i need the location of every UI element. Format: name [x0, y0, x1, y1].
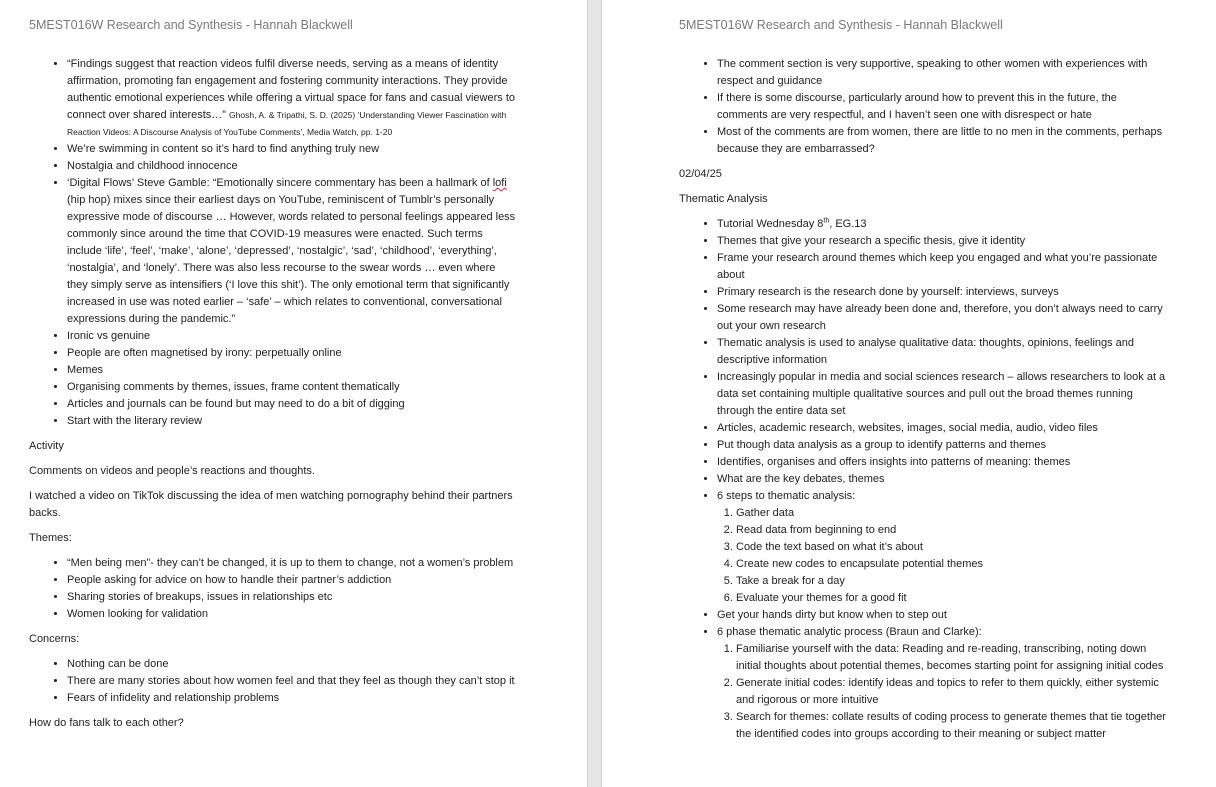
list-item: • People are often magnetised by irony: perpetually online: [67, 345, 519, 362]
list-item: 4. Create new codes to encapsulate potential themes: [736, 556, 1169, 573]
thematic-list: [679, 216, 1169, 743]
phases-heading: 6 phase thematic analytic process (Braun and Clarke):: [717, 626, 982, 638]
date-line: 02/04/25: [679, 168, 722, 180]
section-heading: Themes:: [29, 532, 72, 544]
list-item: 2. Generate initial codes: identify ideas and topics to refer to them quickly, either systemic and rigorous or more intuitive: [736, 675, 1169, 709]
list-item: 3. Code the text based on what it’s about: [736, 539, 1169, 556]
tutorial-text: Tutorial Wednesday 8: [717, 218, 824, 230]
page-body: [29, 56, 519, 732]
list-item: • Organising comments by themes, issues, frame content thematically: [67, 379, 519, 396]
list-item: • Frame your research around themes which keep you engaged and what you’re passionate about: [717, 250, 1169, 284]
section-heading: Concerns:: [29, 633, 80, 645]
list-item: • Nothing can be done: [67, 656, 519, 673]
list-item: [717, 488, 1169, 607]
steps-list: [717, 505, 1169, 607]
list-item: • Articles and journals can be found but may need to do a bit of digging: [67, 396, 519, 413]
concerns-list: [29, 656, 519, 707]
list-item: • People asking for advice on how to handle their partner’s addiction: [67, 572, 519, 589]
list-item: • Some research may have already been done and, therefore, you don’t always need to carry out your own research: [717, 301, 1169, 335]
list-item: 6. Evaluate your themes for a good fit: [736, 590, 1169, 607]
page-header: 5MEST016W Research and Synthesis - Hannah Blackwell: [29, 18, 353, 32]
list-item: • “Men being men”- they can’t be changed, it is up to them to change, not a women’s problem: [67, 555, 519, 572]
tutorial-location: , EG.13: [829, 218, 867, 230]
list-item: • Ironic vs genuine: [67, 328, 519, 345]
list-item: 3. Search for themes: collate results of coding process to generate themes that tie together the identified codes into groups according to their meaning or subject matter: [736, 709, 1169, 743]
list-item: • Sharing stories of breakups, issues in relationships etc: [67, 589, 519, 606]
quote-text: (hip hop) mixes since their earliest days on YouTube, reminiscent of Tumblr’s personally expressive mode of discourse … However, words related to personal feelings appeared less commonly since around the time that COVID-19 measures were enacted. Such terms include ‘life’, ‘feel’, ‘make’, ‘alone’, ‘depressed’, ‘nostalgic’, ‘sad’, ‘childhood’, ‘everything’, ‘nostalgia’, and ‘lonely’. There was also less recourse to the swear words … even where they simply serve as intensifiers (‘I love this shit’). The only emotional term that significantly increased in use was noted earlier – ‘safe’ – which relates to conventional, conversational expressions during the pandemic.”: [67, 194, 516, 325]
ordinal-suffix: th: [823, 217, 830, 225]
list-item: [717, 624, 1169, 743]
list-item: • There are many stories about how women feel and that they feel as though they can’t stop it: [67, 673, 519, 690]
list-item: • What are the key debates, themes: [717, 471, 1169, 488]
steps-heading: 6 steps to thematic analysis:: [717, 490, 856, 502]
list-item: • Get your hands dirty but know when to step out: [717, 607, 1169, 624]
spellcheck-word[interactable]: lofi: [492, 177, 507, 189]
list-item: • Most of the comments are from women, there are little to no men in the comments, perhaps because they are embarrassed?: [717, 124, 1169, 158]
list-item: [67, 175, 519, 328]
list-item: • We’re swimming in content so it’s hard to find anything truly new: [67, 141, 519, 158]
quote-text: “Findings suggest that reaction videos fulfil diverse needs, serving as a means of identity affirmation, promoting fan engagement and fostering community interactions. They provide authentic emotional experiences while offering a virtual space for fans and casual viewers to connect over shared interests…”: [67, 58, 515, 121]
list-item: 1. Gather data: [736, 505, 1169, 522]
notes-list: [29, 56, 519, 430]
list-item: • Articles, academic research, websites, images, social media, audio, video files: [717, 420, 1169, 437]
list-item: • Thematic analysis is used to analyse qualitative data: thoughts, opinions, feelings and descriptive information: [717, 335, 1169, 369]
document-page-right: [601, 0, 1216, 787]
list-item: • Primary research is the research done by yourself: interviews, surveys: [717, 284, 1169, 301]
list-item: 1. Familiarise yourself with the data: Reading and re-reading, transcribing, noting down initial thoughts about potential themes, becomes starting point for assigning initial codes: [736, 641, 1169, 675]
themes-list: [29, 555, 519, 623]
list-item: • Identifies, organises and offers insights into patterns of meaning: themes: [717, 454, 1169, 471]
list-item: • Fears of infidelity and relationship problems: [67, 690, 519, 707]
list-item: • Increasingly popular in media and social sciences research – allows researchers to look at a data set containing multiple qualitative sources and pull out the broad themes running through the entire data set: [717, 369, 1169, 420]
list-item: • Themes that give your research a specific thesis, give it identity: [717, 233, 1169, 250]
list-item: • Put though data analysis as a group to identify patterns and themes: [717, 437, 1169, 454]
list-item: • Women looking for validation: [67, 606, 519, 623]
page-body: [679, 56, 1169, 743]
list-item: 5. Take a break for a day: [736, 573, 1169, 590]
paragraph: I watched a video on TikTok discussing the idea of men watching pornography behind their partners backs.: [29, 490, 513, 519]
list-item: [67, 56, 519, 141]
paragraph: Comments on videos and people’s reactions and thoughts.: [29, 465, 315, 477]
list-item: [717, 216, 1169, 233]
paragraph: How do fans talk to each other?: [29, 717, 184, 729]
list-item: • Nostalgia and childhood innocence: [67, 158, 519, 175]
list-item: • Start with the literary review: [67, 413, 519, 430]
section-heading: Thematic Analysis: [679, 193, 768, 205]
notes-list: [679, 56, 1169, 158]
page-header: 5MEST016W Research and Synthesis - Hannah Blackwell: [679, 18, 1003, 32]
list-item: • Memes: [67, 362, 519, 379]
quote-text: ‘Digital Flows’ Steve Gamble: “Emotionally sincere commentary has been a hallmark of: [67, 177, 493, 189]
phases-list: [717, 641, 1169, 743]
section-heading: Activity: [29, 440, 64, 452]
document-page-left: [0, 0, 588, 787]
citation: Ghosh, A. & Tripathi, S. D. (2025) ‘Understanding Viewer Fascination with Reaction Videos: A Discourse Analysis of YouTube Comments’, Media Watch, pp. 1-20: [67, 110, 507, 137]
list-item: 2. Read data from beginning to end: [736, 522, 1169, 539]
list-item: • The comment section is very supportive, speaking to other women with experiences with respect and guidance: [717, 56, 1169, 90]
list-item: • If there is some discourse, particularly around how to prevent this in the future, the comments are very respectful, and I haven’t seen one with disrespect or hate: [717, 90, 1169, 124]
